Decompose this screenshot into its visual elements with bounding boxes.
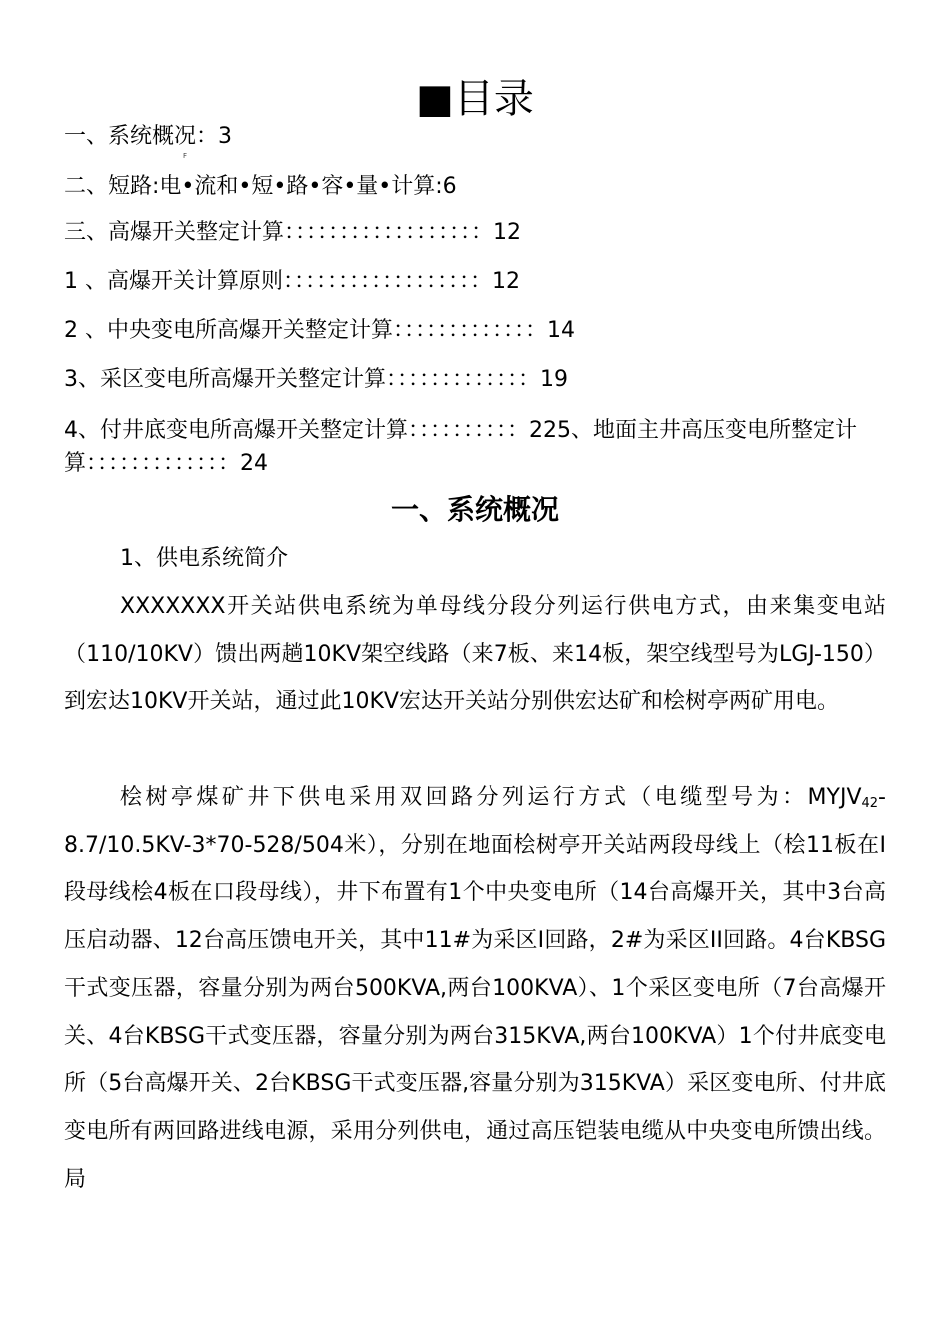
cable-model-subscript: 42 [861,796,879,811]
stray-mark: F [183,152,188,160]
toc-item-6: 3、采区变电所高爆开关整定计算：：：：：：：：：：：：：19 [64,367,568,392]
paragraph-2 [64,774,886,1203]
toc-item-4: 1 、高爆开关计算原则：：：：：：：：：：：：：：：：：：12 [64,269,520,294]
toc-item-3: 三、高爆开关整定计算：：：：：：：：：：：：：：：：：：12 [64,220,521,245]
toc-item-1: 一、系统概况：3 [64,124,232,149]
subheading: 1、供电系统简介 [120,546,288,571]
section-title: 一、系统概况 [390,493,559,526]
toc-item-2: 二、短路:电•流和•短•路•容•量•计算:6 [64,174,457,199]
paragraph-2-rest: -8.7/10.5KV-3*70-528/504米），分别在地面桧树亭开关站两段母线上（桧11板在I段母线桧4板在口段母线），井下布置有1个中央变电所（14台高爆开关，其中3台高压启动器、12台高压馈电开关，其中11#为采区I回路，2#为采区II回路。4台KBSG干式变压器，容量分别为两台500KVA,两台100KVA）、1个采区变电所（7台高爆开关、4台KBSG干式变压器，容量分别为两台315KVA,两台100KVA）1个付井底变电所（5台高爆开关、2台KBSG干式变压器,容量分别为315KVA）采区变电所、付井底变电所有两回路进线电源，采用分列供电，通过高压铠装电缆从中央变电所馈出线。局 [64,785,886,1192]
toc-item-7: 4、付井底变电所高爆开关整定计算：：：：：：：：：：225、地面主井高压变电所整定计算：：：：：：：：：：：：：24 [64,418,857,476]
paragraph-2-start: 桧树亭煤矿井下供电采用双回路分列运行方式（电缆型号为：MYJV [120,785,862,810]
paragraph-1: XXXXXXX开关站供电系统为单母线分段分列运行供电方式，由来集变电站（110/10KV）馈出两趟10KV架空线路（来7板、来14板，架空线型号为LGJ-150）到宏达10KV开关站，通过此10KV宏达开关站分别供宏达矿和桧树亭两矿用电。 [64,594,886,715]
toc-title: ■目录 [416,76,534,122]
toc-item-5: 2 、中央变电所高爆开关整定计算：：：：：：：：：：：：：14 [64,318,575,343]
